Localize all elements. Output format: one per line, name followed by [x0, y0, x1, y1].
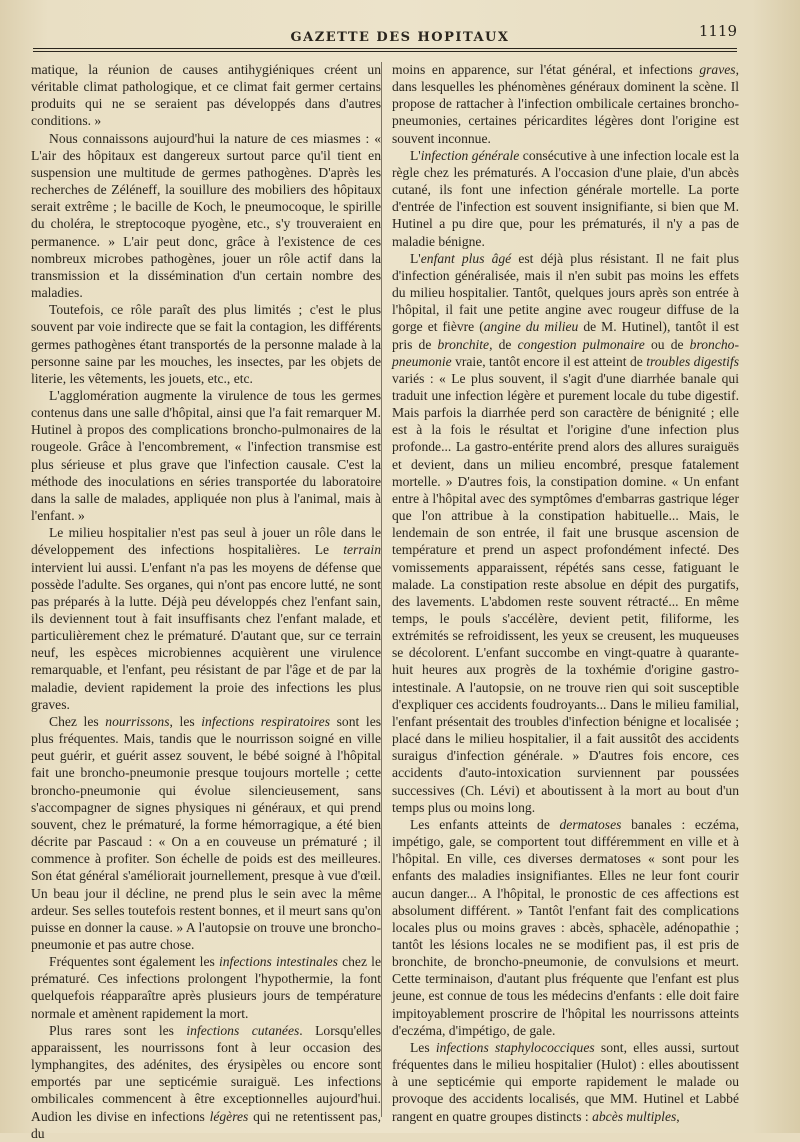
text-run: consécutive à une infection locale est la règle chez les prématurés. A l'occasion d'une plaie, d'un abcès cutané, ils font une infection générale mortelle. La porte d'entrée de l'infection est souvent insignifiante, si bien que M. Hutinel a pu dire que, pour les prématurés, il n'y a pas de maladie bénigne. — [392, 147, 739, 249]
italic-term: nourrissons — [105, 713, 170, 729]
text-run: intervient lui aussi. L'enfant n'a pas les moyens de défense que possède l'adulte. Ses organes, qui n'ont pas encore lutté, ne sont pas préparés à la lutte. Déjà peu développés chez l'enfant sain, ils deviennent tout à fait insuffisants chez l'enfant malade, et particulièrement chez le prématuré. D'autant que, sur ce terrain neuf, les espèces microbiennes acquièrent une virulence remarquable, et l'enfant, peu résistant de par l'âge et de par la maladie, devient rapidement la proie des infections les plus graves. — [31, 559, 381, 712]
italic-term: enfant plus âgé — [420, 250, 512, 266]
italic-term: troubles digestifs — [646, 353, 739, 369]
paragraph — [392, 61, 739, 147]
italic-term: broncho-pneumonie — [392, 336, 740, 369]
page-number: 1119 — [698, 22, 737, 40]
paragraph — [392, 250, 739, 816]
italic-term: infections cutanées — [186, 1022, 300, 1038]
paragraph-text: Nous connaissons aujourd'hui la nature de ces miasmes : « L'air des hôpitaux est dangereux surtout parce qu'il tient en suspension une multitude de germes pathogènes. D'après les recherches de Zéléneff, la souillure des mobiliers des hôpitaux serait extrême ; le bacille de Koch, le pneumocoque, le spirille du choléra, le streptocoque pyogène, etc., s'y trouveraient en permanence. » L'air peut donc, grâce à l'existence de ces nombreux microbes pathogènes, jouer un rôle actif dans la transmission et la dissémination d'un certain nombre des maladies. — [31, 130, 381, 301]
text-run: Les enfants atteints de — [410, 816, 560, 832]
text-run: variés : « Le plus souvent, il s'agit d'une diarrhée banale qui traduit une infection légère et purement locale du tube digestif. Mais parfois la diarrhée perd son caractère de bénignité ; elle est à la fois le résultat et l'origine d'une infection plus profonde... La gastro-entérite prend alors des allures suraiguës et devient, dans un milieu encombré, presque fatalement mortelle. » D'autres fois, la constipation domine. « Un enfant entre à l'hôpital avec des symptômes d'embarras gastrique léger que l'on attribue à la constipation habituelle... Mais, le lendemain de son entrée, il fait une brusque ascension de température et prend un aspect profondément infecté. Des vomissements apparaissent, répétés sans cesse, fatiguant le malade. La constipation reste absolue en dépit des purgatifs, des lavements. L'abdomen reste souvent rétracté... En même temps, le pouls s'accélère, devient petit, filiforme, les extrémités se refroidissent, les yeux se creusent, les muqueuses se décolorent. L'enfant succombe en vingt-quatre à quarante-huit heures aux progrès de la toxhémie d'origine gastro-intestinale. A l'autopsie, on ne trouve rien qui soit susceptible d'expliquer ces accidents foudroyants... Dans le milieu familial, l'enfant présentait des troubles d'infection bénigne et localisée ; placé dans le milieu hospitalier, il a fait aussitôt des accidents suraigus d'infection générale. » D'autres fois encore, ces accidents d'auto-intoxication surviennent par poussées successives (Ch. Lévi) et aboutissent à la mort au bout d'un temps plus ou moins long. — [392, 370, 739, 815]
paragraph — [31, 1022, 381, 1142]
text-run: chez le prématuré. Ces infections prolongent l'hypothermie, la font quelquefois réapparaître après plusieurs jours de température normale et amènent rapidement la mort. — [31, 954, 381, 1021]
header-rule-double — [33, 51, 737, 52]
text-run: qui ne retentissent pas, du — [31, 1108, 381, 1141]
italic-term: légères — [209, 1108, 249, 1124]
paragraph — [31, 61, 381, 130]
italic-term: congestion pulmonaire — [517, 336, 645, 352]
paragraph — [392, 147, 739, 250]
left-column — [31, 61, 381, 1142]
italic-term: infection générale — [420, 147, 520, 163]
paragraph-text: L'agglomération augmente la virulence de tous les germes contenus dans une salle d'hôpital, ainsi que l'a fait remarquer M. Hutinel à propos des complications broncho-pulmonaires de la rougeole. Grâce à l'encombrement, « l'infection transmise est plus sérieuse et plus grave que l'infection causale. C'est la méthode des inoculations en séries transportée du laboratoire dans la salle de malades, appliquée non plus à l'animal, mais à l'enfant. » — [31, 387, 381, 524]
paragraph — [31, 524, 381, 713]
text-run: est déjà plus résistant. Il ne fait plus d'infection généralisée, mais il n'en subit pas moins les effets du milieu hospitalier. Tantôt, quelques jours après son entrée à l'hôpital, il fait une petite angine avec rougeur diffuse de la gorge et fièvre ( — [392, 250, 739, 335]
text-run: Les — [410, 1039, 436, 1055]
italic-term: infections staphylococciques — [435, 1039, 595, 1055]
paragraph — [31, 387, 381, 524]
italic-term: infections respiratoires — [201, 713, 330, 729]
text-run: banales : eczéma, impétigo, gale, se comportent tout différemment en ville et à l'hôpital. En ville, ces diverses dermatoses « sont pour les enfants des maladies insignifiantes. Elles ne leur font courir aucun danger... A l'hôpital, le pronostic de ces affections est absolument différent. » Tantôt l'enfant fait des complications locales plus ou moins graves : abcès, sphacèle, adénopathie ; tantôt les lésions locales ne se modifient pas, il est pris de bronchite, de broncho-pneumonie, de convulsions et meurt. Cette terminaison, d'autant plus fréquente que l'enfant est plus jeune, est connue de tous les médecins d'enfants : elle doit faire impitoyablement proscrire de l'hôpital les nourrissons atteints d'eczéma, d'impétigo, de gale. — [392, 816, 740, 1038]
italic-term: angine du milieu — [483, 319, 579, 335]
italic-term: bronchite — [437, 336, 490, 352]
text-run: moins en apparence, sur l'état général, et infections — [392, 62, 700, 77]
paragraph-text: Toutefois, ce rôle paraît des plus limités ; c'est le plus souvent par voie indirecte que se fait la contagion, les différents germes pathogènes étant transportés de la personne malade à la personne saine par les mouches, les insectes, par les objets de literie, les vêtements, les jouets, etc., etc. — [31, 302, 381, 386]
text-run: , les — [169, 713, 202, 729]
italic-term: dermatoses — [559, 816, 622, 832]
text-run: Le milieu hospitalier n'est pas seul à jouer un rôle dans le développement des infections hospitalières. Le — [31, 525, 381, 558]
text-run: Fréquentes sont également les — [49, 954, 219, 970]
italic-term: infections intestinales — [218, 954, 338, 970]
text-run: sont, elles aussi, surtout fréquentes dans le milieu hospitalier (Hulot) : elles aboutissent à une septicémie qui emporte rapidement le malade ou provoque des accidents localisés, que MM. Hutinel et Labbé rangent en quatre groupes distincts : — [392, 1039, 739, 1124]
italic-term: abcès multiples — [592, 1108, 677, 1124]
running-title: GAZETTE DES HOPITAUX — [290, 30, 510, 45]
paragraph — [31, 953, 381, 1022]
paragraph-text: matique, la réunion de causes antihygiéniques créent un véritable climat pathologique, et ce climat fait germer certains produits qui ne se seraient pas développés dans d'autres conditions. » — [31, 62, 381, 129]
text-run: ou de — [644, 336, 690, 352]
text-run: L' — [410, 147, 421, 163]
text-run: sont les plus fréquentes. Mais, tandis que le nourrisson soigné en ville peut guérir, et guérit assez souvent, le bébé soigné à l'hôpital fait une broncho-pneumonie presque toujours mortelle ; cette broncho-pneumonie qui évolue silencieusement, sans s'accompagner de signes physiques ni généraux, et qui prend souvent, chez le prématuré, la forme hémorragique, a été bien décrite par Pascaud : « On a en couveuse un prématuré ; il commence à profiter. Son échelle de poids est des meilleures. Son état général s'améliorait journellement, presque à vue d'œil. Un beau jour il décline, ne prend plus le sein avec la même ardeur. Ses selles toutefois restent bonnes, et il meurt sans qu'on puisse en donner la cause. » A l'autopsie on trouve une broncho-pneumonie et pas autre chose. — [31, 713, 382, 952]
header-rule — [33, 48, 737, 49]
text-run: vraie, tantôt encore il est atteint de — [451, 353, 647, 369]
column-divider — [381, 62, 382, 1117]
paragraph — [392, 1039, 739, 1125]
text-run: , — [676, 1108, 680, 1124]
text-run: Chez les — [49, 713, 106, 729]
text-run: Plus rares sont les — [49, 1022, 187, 1038]
text-run: L' — [410, 250, 421, 266]
text-run: , dans lesquelles les phénomènes généraux dominent la scène. Il propose de rattacher à l'infection ombilicale certaines broncho-pneumonies, certaines péricardites légères dont l'origine est souvent inconnue. — [392, 62, 739, 146]
text-run: , de — [489, 336, 518, 352]
text-run: de M. Hutinel), tantôt il est pris de — [392, 319, 739, 352]
paragraph — [31, 713, 381, 953]
right-column — [392, 61, 739, 1125]
italic-term: terrain — [343, 542, 381, 558]
paragraph — [31, 301, 381, 387]
paragraph — [31, 130, 381, 302]
text-run: . Lorsqu'elles apparaissent, les nourrissons font à leur occasion des lymphangites, des adénites, des érysipèles ou encore sont emportés par une septicémie suraiguë. Les infections ombilicales commencent à être exceptionnelles aujourd'hui. Audion les divise en infections — [31, 1022, 382, 1124]
italic-term: graves — [699, 62, 736, 77]
paragraph — [392, 816, 739, 1039]
